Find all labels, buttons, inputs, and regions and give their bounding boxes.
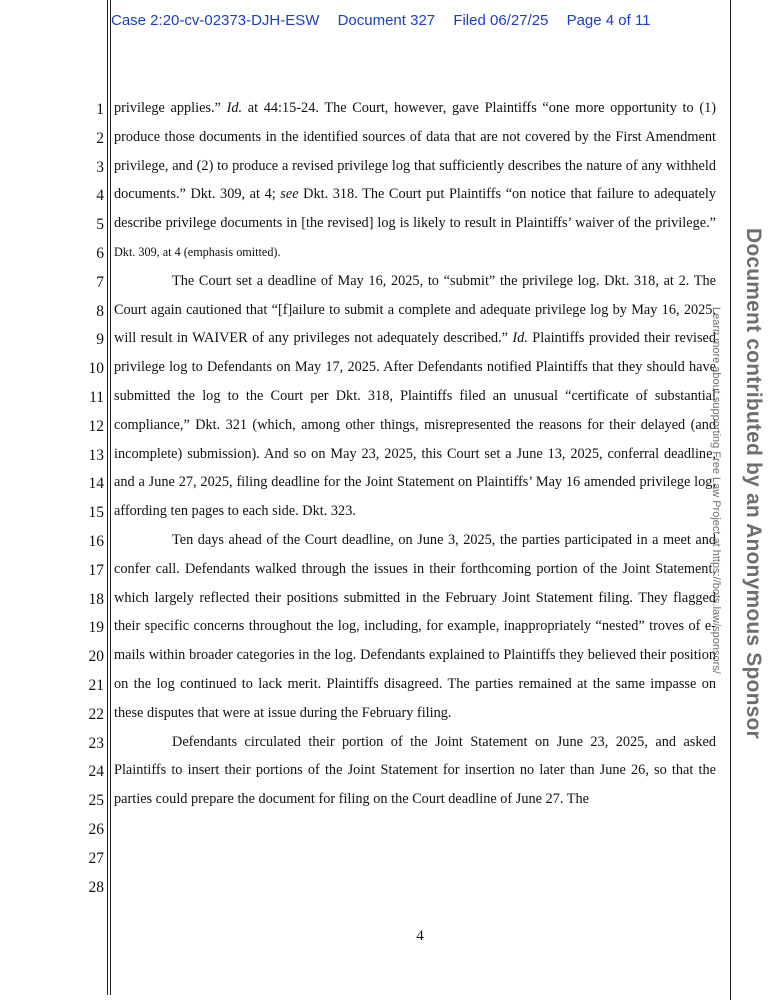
sponsor-watermark: Document contributed by an Anonymous Sponsor xyxy=(742,228,765,739)
line-number: 9 xyxy=(96,331,104,349)
page-indicator: Page 4 of 11 xyxy=(566,12,651,29)
line-number: 4 xyxy=(96,187,104,205)
line-number: 28 xyxy=(88,878,104,896)
line-number: 24 xyxy=(88,763,104,781)
line-number: 1 xyxy=(96,101,104,118)
paragraph xyxy=(114,94,716,267)
line-number: 21 xyxy=(88,676,104,694)
line-number: 6 xyxy=(96,244,104,262)
page-number: 4 xyxy=(416,928,424,944)
line-number: 16 xyxy=(88,532,104,550)
paragraph xyxy=(114,728,716,814)
text-run: Plaintiffs provided their revised privilege log to Defendants on May 17, 2025. After Defendants notified Plaintiffs that they should have submitted the log to the Court per Dkt. 318, Plaintiffs filed an unusual “certificate of substantial compliance,” Dkt. 321 (which, among other things, misrepresented the reasons for their delayed (and incomplete) submission). And so on May 23, 2025, this Court set a June 13, 2025, conferral deadline, and a June 27, 2025, filing deadline for the Joint Statement on Plaintiffs’ May 16 amended privilege log, affording ten pages to each side. Dkt. 323. xyxy=(114,330,717,520)
line-number: 20 xyxy=(88,648,104,666)
text-run: Defendants circulated their portion of the Joint Statement on June 23, 2025, and asked Plaintiffs to insert their portions of the Joint Statement for insertion no later than June 26, so that the parties could prepare the document for filing on the Court deadline of June 27. The xyxy=(114,733,716,808)
text-run: The Court set a deadline of May 16, 2025, to “submit” the privilege log. Dkt. 318, at 2. The Court again cautioned that “[f]ailure to submit a complete and adequate privilege log by May 16, 2025, will result in WAIVER of any privileges not adequately described.” xyxy=(114,272,716,347)
text-run: at 44:15-24. The Court, however, gave Plaintiffs “one more opportunity to (1) produce those documents in the identified sources of data that are not covered by the First Amendment privilege, and (2) to produce a revised privilege log that sufficiently describes the nature of any withheld documents.” Dkt. 309, at 4; xyxy=(114,100,716,203)
line-number: 8 xyxy=(96,302,104,320)
line-number: 17 xyxy=(88,561,104,579)
line-number: 10 xyxy=(88,360,104,378)
sponsor-link-text[interactable]: Learn more about supporting Free Law Project at https://bots.law/sponsors/ xyxy=(710,307,722,674)
document-number: Document 327 xyxy=(337,12,436,29)
text-run: privilege applies.” xyxy=(114,100,227,116)
line-number: 25 xyxy=(88,792,104,810)
left-margin-rule-inner xyxy=(110,0,111,995)
line-number: 22 xyxy=(88,705,104,723)
line-number: 14 xyxy=(88,475,104,493)
line-number: 2 xyxy=(96,129,104,147)
ecf-header xyxy=(110,12,710,29)
italic-citation: Id. xyxy=(512,330,528,347)
line-number: 12 xyxy=(88,417,104,435)
line-number: 7 xyxy=(96,273,104,291)
right-margin-rule xyxy=(730,0,731,1000)
citation-small: Dkt. 309, at 4 (emphasis omitted). xyxy=(114,244,281,259)
line-number: 15 xyxy=(88,504,104,522)
line-number: 27 xyxy=(88,849,104,867)
line-number: 23 xyxy=(88,734,104,752)
italic-citation: see xyxy=(280,186,299,203)
line-numbers xyxy=(82,96,104,902)
line-number: 18 xyxy=(88,590,104,608)
line-number: 19 xyxy=(88,619,104,637)
line-number: 11 xyxy=(89,388,104,406)
filed-date: Filed 06/27/25 xyxy=(453,12,549,29)
text-run: Ten days ahead of the Court deadline, on June 3, 2025, the parties participated in a meet and confer call. Defendants walked through the issues in their forthcoming portion of the Joint Statement, which largely reflected their positions submitted in the February Joint Statement filing. They flagged their specific concerns throughout the log, including, for example, inappropriately “nested” troves of e-mails within broader categories in the log. Defendants explained to Plaintiffs they believed their position on the log continued to lack merit. Plaintiffs disagreed. The parties remained at the same impasse on these disputes that were at issue during the February filing. xyxy=(114,531,716,721)
case-number: Case 2:20-cv-02373-DJH-ESW xyxy=(111,12,320,29)
line-number: 5 xyxy=(96,216,104,234)
line-number: 3 xyxy=(96,158,104,176)
left-margin-rule xyxy=(107,0,108,995)
text-run: Dkt. 318. The Court put Plaintiffs “on notice that failure to adequately describe privilege documents in [the revised] log is likely to result in Plaintiffs’ waiver of the privilege.” xyxy=(114,186,716,232)
paragraph xyxy=(114,526,716,728)
line-number: 13 xyxy=(88,446,104,464)
document-body xyxy=(114,94,716,814)
paragraph xyxy=(114,267,716,526)
line-number: 26 xyxy=(88,820,104,838)
italic-citation: Id. xyxy=(226,100,243,116)
